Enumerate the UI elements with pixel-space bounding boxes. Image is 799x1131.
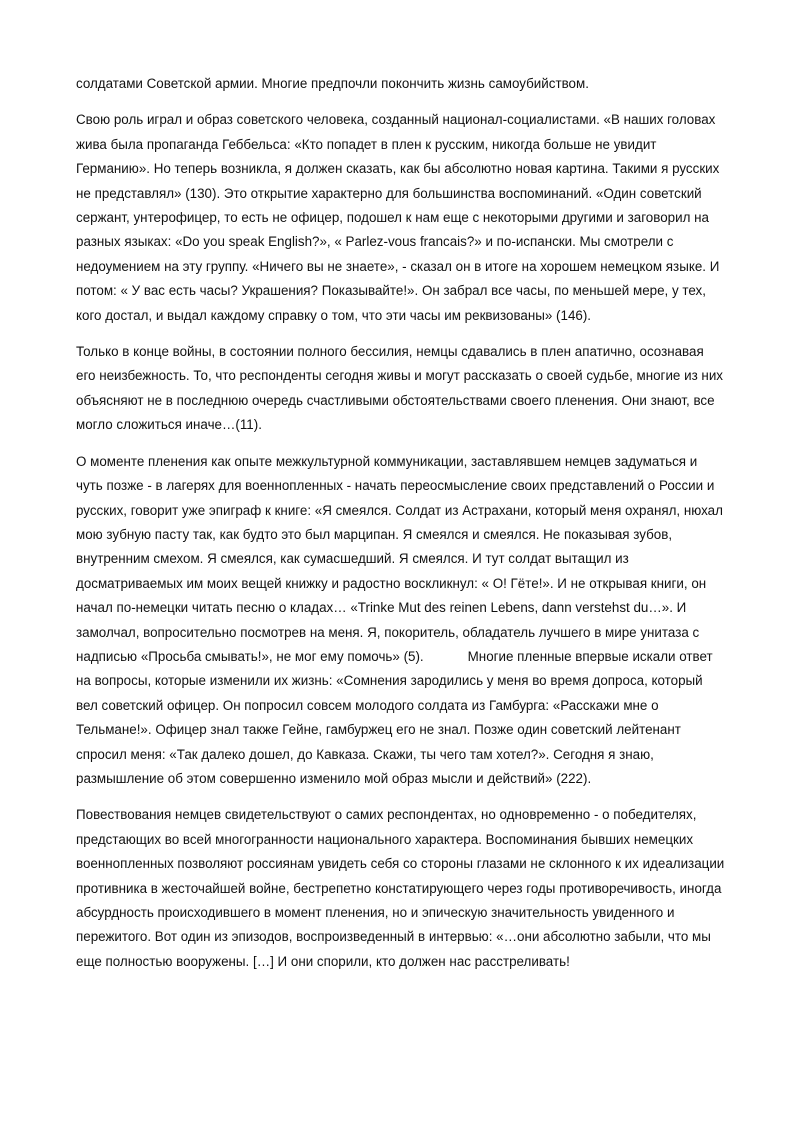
paragraph-4	[76, 450, 726, 792]
paragraph-2: Свою роль играл и образ советского человека, созданный национал-социалистами. «В наших головах жива была пропаганда Геббельса: «Кто попадет в плен к русским, никогда больше не увидит Германию». Но теперь возникла, я должен сказать, как бы абсолютно новая картина. Такими я русских не представлял» (130). Это открытие характерно для большинства воспоминаний. «Один советский сержант, унтерофицер, то есть не офицер, подошел к нам еще с некоторыми другими и заговорил на разных языках: «Do you speak English?», « Parlez-vous francais?» и по-испански. Мы смотрели с недоумением на эту группу. «Ничего вы не знаете», - сказал он в итоге на хорошем немецком языке. И потом: « У вас есть часы? Украшения? Показывайте!». Он забрал все часы, по меньшей мере, у тех, кого достал, и выдал каждому справку о том, что эти часы им реквизованы» (146).	[76, 112, 720, 323]
paragraph-3: Только в конце войны, в состоянии полного бессилия, немцы сдавались в плен апатично, осознавая его неизбежность. То, что респонденты сегодня живы и могут рассказать о своей судьбе, многие из них объясняют не в последнюю очередь счастливыми обстоятельствами своего пленения. Они знают, все могло сложиться иначе…(11).	[76, 344, 723, 433]
document-page	[76, 72, 726, 986]
paragraph-4-part-2: Многие пленные впервые искали ответ на вопросы, которые изменили их жизнь: «Сомнения зародились у меня во время допроса, который вел советский офицер. Он попросил совсем молодого солдата из Гамбурга: «Расскажи мне о Тельмане!». Офицер знал также Гейне, гамбуржец его не знал. Позже один советский лейтенант спросил меня: «Так далеко дошел, до Кавказа. Скажи, ты чего там хотел?». Сегодня я знаю, размышление об этом совершенно изменило мой образ мысли и действий» (222).	[76, 648, 713, 786]
paragraph-1: солдатами Советской армии. Многие предпочли покончить жизнь самоубийством.	[76, 76, 589, 91]
paragraph-5: Повествования немцев свидетельствуют о самих респондентах, но одновременно - о победителях, предстающих во всей многогранности национального характера. Воспоминания бывших немецких военнопленных позволяют россиянам увидеть себя со стороны глазами не склонного к их идеализации противника в жесточайшей войне, бестрепетно констатирующего через годы противоречивость, иногда абсурдность происходившего в момент пленения, но и эпическую значительность увиденного и пережитого. Вот один из эпизодов, воспроизведенный в интервью: «…они абсолютно забыли, что мы еще полностью вооружены. […] И они спорили, кто должен нас расстреливать!	[76, 807, 725, 969]
paragraph-4-part-1: О моменте пленения как опыте межкультурной коммуникации, заставлявшем немцев задуматься и чуть позже - в лагерях для военнопленных - начать переосмысление своих представлений о России и русских, говорит уже эпиграф к книге: «Я смеялся. Солдат из Астрахани, который меня охранял, нюхал мою зубную пасту так, как будто это был марципан. Я смеялся и смеялся. Не показывая зубов, внутренним смехом. Я смеялся, как сумасшедший. Я смеялся. И тут солдат вытащил из досматриваемых им моих вещей книжку и радостно воскликнул: « О! Гёте!». И не открывая книги, он начал по-немецки читать песню о кладах… «Trinke Mut des reinen Lebens, dann verstehst du…». И замолчал, вопросительно посмотрев на меня. Я, покоритель, обладатель лучшего в мире унитаза с надписью «Просьба смывать!», не мог ему помочь» (5).	[76, 453, 723, 664]
